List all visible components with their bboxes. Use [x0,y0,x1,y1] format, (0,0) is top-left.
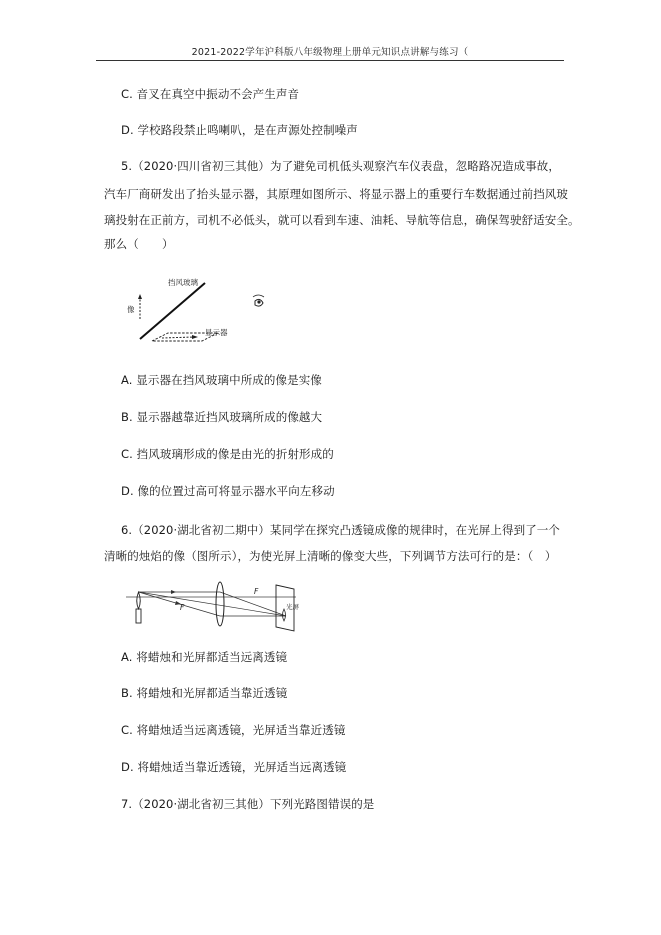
option-letter: A. [121,650,133,664]
q6-option-d [121,760,346,774]
option-text: 将蜡烛和光屏都适当远离透镜 [136,650,288,664]
option-text: 挡风玻璃形成的像是由光的折射形成的 [136,447,334,461]
option-letter: B. [121,410,133,424]
option-prev-c [121,87,299,101]
q5-line-1: 5.（2020·四川省初三其他）为了避免司机低头观察汽车仪表盘，忽略路况造成事故， [121,159,560,173]
option-text: 显示器越靠近挡风玻璃所成的像越大 [136,410,323,424]
display-arrow [162,337,194,338]
screen-label: 光屏 [286,603,299,611]
candle [136,609,141,623]
q5-option-d [121,484,335,498]
option-letter: D. [121,760,134,774]
option-letter: D. [121,484,134,498]
windshield-label: 挡风玻璃 [168,278,198,287]
ray-arrowhead [171,590,176,594]
convex-lens [216,582,224,626]
ray-2 [139,592,287,616]
q6-option-c [121,723,345,737]
q6-line-2: 清晰的烛焰的像（图所示），为使光屏上清晰的像变大些，下列调节方法可行的是：（ ） [104,549,557,563]
option-letter: B. [121,686,133,700]
q6-option-a [121,650,287,664]
page-header: 2021-2022学年沪科版八年级物理上册单元知识点讲解与练习（ [191,47,469,58]
option-letter: D. [121,123,134,137]
flame-icon [137,592,141,609]
hud-diagram [122,271,272,351]
option-text: 像的位置过高可将显示器水平向左移动 [137,484,335,498]
option-text: 将蜡烛适当靠近透镜，光屏适当远离透镜 [137,760,347,774]
option-text: 将蜡烛和光屏都适当靠近透镜 [136,686,288,700]
option-letter: C. [121,723,133,737]
q7-line: 7.（2020·湖北省初三其他）下列光路图错误的是 [121,797,375,811]
image-arrowhead [138,294,142,299]
q6-line-1: 6.（2020·湖北省初二期中）某同学在探究凸透镜成像的规律时，在光屏上得到了一个 [121,523,560,537]
q5-line-3: 璃投射在正前方，司机不必低头，就可以看到车速、油耗、导航等信息，确保驾驶舒适安全。 [104,213,580,227]
q5-option-b [121,410,322,424]
option-letter: A. [121,373,133,387]
option-prev-d [121,123,358,137]
display-arrowhead [192,335,198,339]
q5-line-2: 汽车厂商研发出了抬头显示器，其原理如图所示、将显示器上的重要行车数据通过前挡风玻 [104,187,568,201]
focus-right-label: F [254,587,259,596]
option-text: 显示器在挡风玻璃中所成的像是实像 [136,373,322,387]
header-divider [96,60,564,61]
option-text: 学校路段禁止鸣喇叭，是在声源处控制噪声 [137,123,358,137]
lens-diagram [126,579,308,633]
display-label: 显示器 [205,328,228,337]
eye-icon [253,295,264,306]
windshield-line [140,283,205,339]
focus-left-label: F [180,603,185,612]
q5-line-4: 那么（ ） [104,237,174,251]
q5-option-c [121,447,334,461]
option-text: 将蜡烛适当远离透镜，光屏适当靠近透镜 [136,723,346,737]
option-letter: C. [121,447,133,461]
q6-option-b [121,686,287,700]
image-label: 像 [127,305,135,314]
q5-option-a [121,373,322,387]
option-text: 音叉在真空中振动不会产生声音 [136,87,300,101]
option-letter: C. [121,87,133,101]
